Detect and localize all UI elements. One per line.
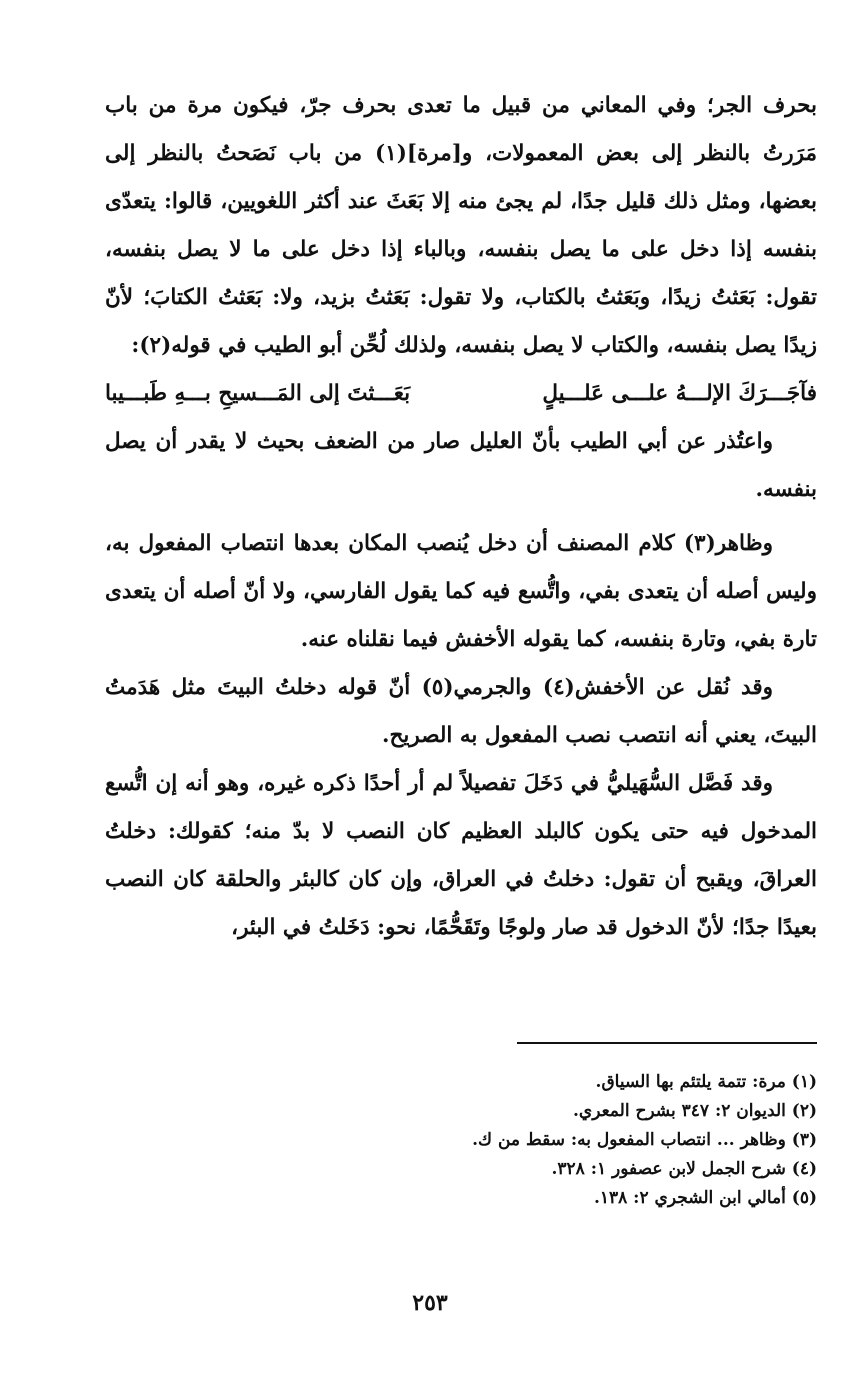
footnote-2: (٢) الديوان ٢: ٣٤٧ بشرح المعري. [573,1101,817,1121]
paragraph-3: وظاهر(٣) كلام المصنف أن دخل يُنصب المكان بعدها انتصاب المفعول به، وليس أصله أن يتعدى بفي، واتُّسع فيه كما يقول الفارسي، ولا أنّ أصله أن يتعدى تارة بفي، وتارة بنفسه، كما يقوله الأخفش فيما نقلناه عنه. [105,531,817,652]
footnote-separator [517,1042,817,1044]
footnote-5: (٥) أمالي ابن الشجري ٢: ١٣٨. [593,1188,817,1208]
paragraph-1: بحرف الجر؛ وفي المعاني من قبيل ما تعدى بحرف جرّ، فيكون مرة من باب مَرَرتُ بالنظر إلى بعض المعمولات، و[مرة](١) من باب نَصَحتُ بالنظر إلى بعضها، ومثل ذلك قليل جدًا، لم يجئ منه إلا بَعَثَ عند أكثر اللغويين، قالوا: يتعدّى بنفسه إذا دخل على ما يصل بنفسه، وبالباء إذا دخل على ما لا يصل بنفسه، تقول: بَعَثتُ زيدًا، وبَعَثتُ بالكتاب، ولا تقول: بَعَثتُ بزيد، ولا: بَعَثتُ الكتابَ؛ لأنّ زيدًا يصل بنفسه، والكتاب لا يصل بنفسه، ولذلك لُحِّن أبو الطيب في قوله(٢): [105,93,817,358]
paragraph-5: وقد فَصَّل السُّهَيليُّ في دَخَلَ تفصيلاً لم أر أحدًا ذكره غيره، وهو أنه إن اتُّسع المدخول فيه حتى يكون كالبلد العظيم كان النصب لا بدّ منه؛ كقولك: دخلتُ العراقَ، ويقبح أن تقول: دخلتُ في العراق، وإن كان كالبئر والحلقة كان النصب بعيدًا جدًا؛ لأنّ الدخول قد صار ولوجًا وتَقَحُّمًا، نحو: دَخَلتُ في البئر، [105,771,817,940]
verse-hemistich-2: بَعَـــثتَ إلى المَـــسيحِ بـــهِ طَبـــيبا [105,381,411,406]
footnote-1: (١) مرة: تتمة يلتئم بها السياق. [595,1072,817,1092]
main-text-body [105,82,817,952]
poetry-verse [105,370,817,418]
verse-hemistich-1: فآجَـــرَكَ الإلـــهُ علـــى عَلـــيلٍ [542,381,817,406]
paragraph-2: واعتُذر عن أبي الطيب بأنّ العليل صار من الضعف بحيث لا يقدر أن يصل بنفسه. [105,429,817,502]
footnote-4: (٤) شرح الجمل لابن عصفور ١: ٣٢٨. [551,1159,817,1179]
paragraph-4: وقد نُقل عن الأخفش(٤) والجرمي(٥) أنّ قوله دخلتُ البيتَ مثل هَدَمتُ البيتَ، يعني أنه انتصب نصب المفعول به الصريح. [105,675,817,748]
page-number: ٢٥٣ [412,1290,448,1316]
footnotes [300,1068,817,1213]
footnote-3: (٣) وظاهر ... انتصاب المفعول به: سقط من ك. [472,1130,817,1150]
